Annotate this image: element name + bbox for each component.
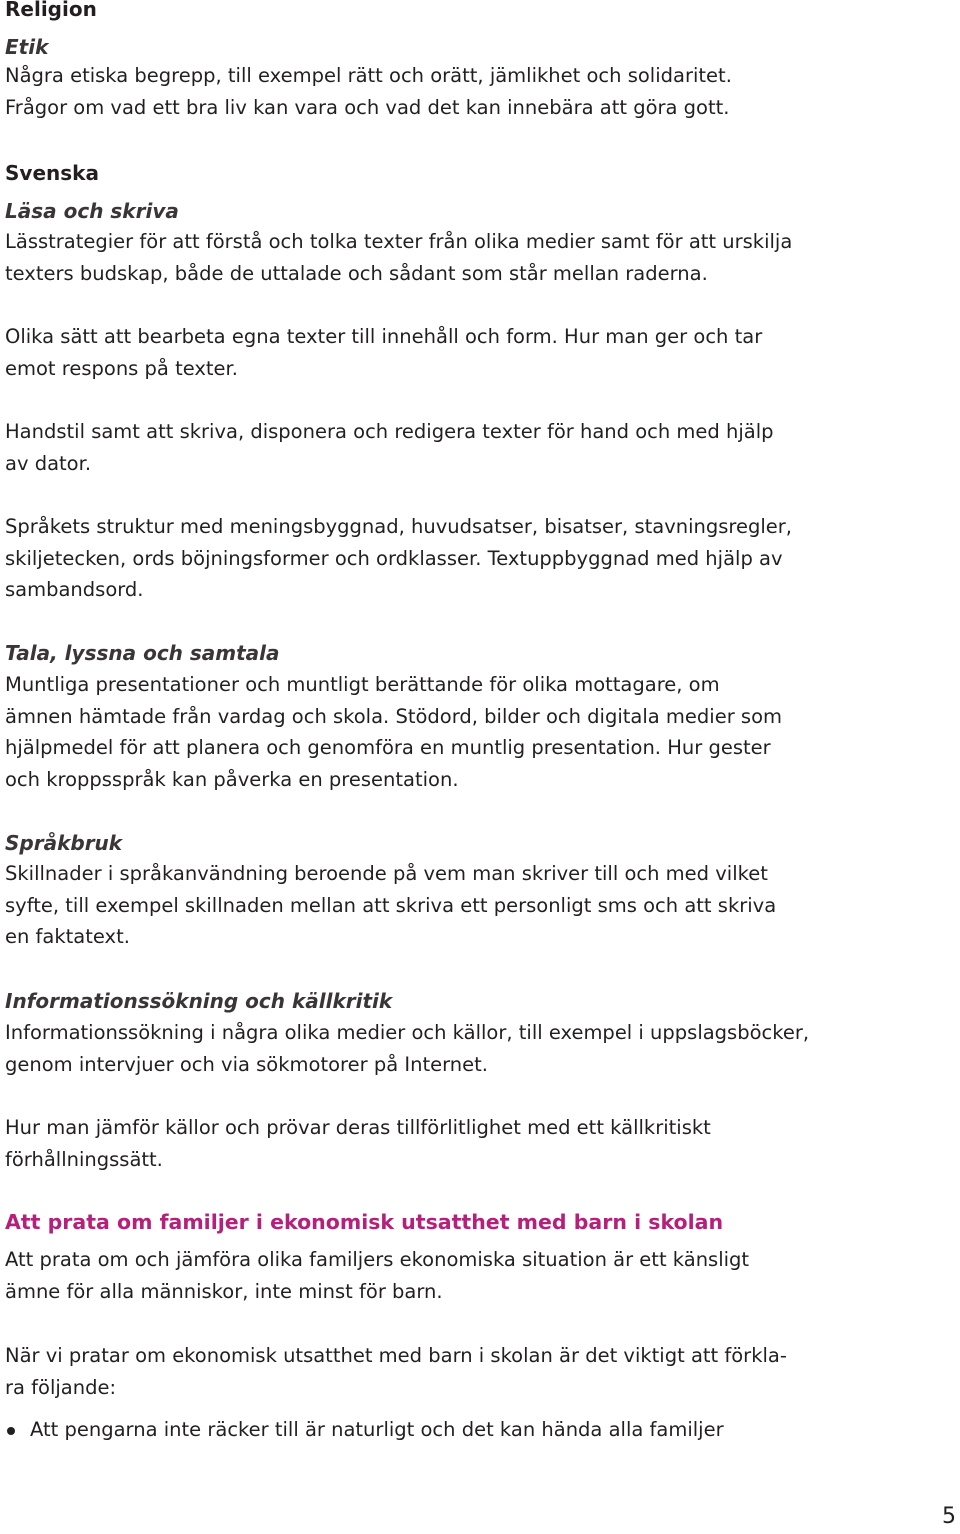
text-line: Språkets struktur med meningsbyggnad, huvudsatser, bisatser, stavningsregler, xyxy=(5,515,793,538)
text-line: När vi pratar om ekonomisk utsatthet med barn i skolan är det viktigt att förkla- xyxy=(5,1344,787,1367)
bullet-list xyxy=(5,1414,724,1446)
text-line: Informationssökning i några olika medier och källor, till exempel i uppslagsböcker, xyxy=(5,1021,810,1044)
paragraph-informationssokning xyxy=(5,1017,809,1080)
subheading-informationssokning: Informationssökning och källkritik xyxy=(5,989,393,1013)
paragraph-lasstrategier xyxy=(5,226,792,289)
text-line: av dator. xyxy=(5,451,92,475)
text-line: Att prata om och jämföra olika familjers ekonomiska situation är ett känsligt xyxy=(5,1248,750,1271)
text-line: hjälpmedel för att planera och genomföra en muntlig presentation. Hur gester xyxy=(5,736,771,759)
text-line: texters budskap, både de uttalade och sådant som står mellan raderna. xyxy=(5,261,708,285)
text-line: och kroppsspråk kan påverka en presentation. xyxy=(5,767,459,791)
list-item xyxy=(5,1414,724,1446)
paragraph-sprakanvandning xyxy=(5,858,776,953)
paragraph-sprakets-struktur xyxy=(5,511,792,606)
text-line: Frågor om vad ett bra liv kan vara och vad det kan innebära att göra gott. xyxy=(5,95,730,119)
heading-svenska: Svenska xyxy=(5,161,99,185)
subheading-sprakbruk: Språkbruk xyxy=(5,831,123,855)
text-line: Lässtrategier för att förstå och tolka texter från olika medier samt för att urskilja xyxy=(5,230,793,253)
paragraph-muntliga-presentationer xyxy=(5,669,782,795)
heading-familjer: Att prata om familjer i ekonomisk utsatthet med barn i skolan xyxy=(5,1210,724,1234)
text-line: Muntliga presentationer och muntligt berättande för olika mottagare, om xyxy=(5,673,720,696)
text-line: emot respons på texter. xyxy=(5,356,238,380)
text-line: skiljetecken, ords böjningsformer och ordklasser. Textuppbyggnad med hjälp av xyxy=(5,546,783,570)
text-line: ra följande: xyxy=(5,1375,117,1399)
text-line: Hur man jämför källor och prövar deras tillförlitlighet med ett källkritiskt xyxy=(5,1116,711,1139)
text-line: Skillnader i språkanvändning beroende på vem man skriver till och med vilket xyxy=(5,862,768,885)
paragraph-kanslig-amne xyxy=(5,1244,749,1307)
subheading-etik: Etik xyxy=(5,35,49,59)
list-item-text: Att pengarna inte räcker till är naturligt och det kan hända alla familjer xyxy=(30,1418,724,1441)
text-line: Handstil samt att skriva, disponera och redigera texter för hand och med hjälp xyxy=(5,420,774,443)
text-line: syfte, till exempel skillnaden mellan att skriva ett personligt sms och att skriva xyxy=(5,893,777,917)
text-line: genom intervjuer och via sökmotorer på Internet. xyxy=(5,1052,488,1076)
text-line: ämne för alla människor, inte minst för barn. xyxy=(5,1279,443,1303)
text-line: Olika sätt att bearbeta egna texter till innehåll och form. Hur man ger och tar xyxy=(5,325,763,348)
text-line: ämnen hämtade från vardag och skola. Stödord, bilder och digitala medier som xyxy=(5,704,783,728)
paragraph-kallkritik xyxy=(5,1112,711,1175)
subheading-tala-lyssna: Tala, lyssna och samtala xyxy=(5,641,280,665)
bullet-icon xyxy=(7,1427,15,1435)
paragraph-etik xyxy=(5,60,732,123)
page-number: 5 xyxy=(942,1504,956,1529)
subheading-lasa-och-skriva: Läsa och skriva xyxy=(5,199,179,223)
heading-religion: Religion xyxy=(5,0,97,21)
text-line: förhållningssätt. xyxy=(5,1147,163,1171)
paragraph-forklara xyxy=(5,1340,787,1403)
paragraph-handstil xyxy=(5,416,774,479)
text-line: sambandsord. xyxy=(5,578,144,601)
text-line: en faktatext. xyxy=(5,925,130,948)
text-line: Några etiska begrepp, till exempel rätt och orätt, jämlikhet och solidaritet. xyxy=(5,64,732,87)
paragraph-bearbeta-texter xyxy=(5,321,762,384)
